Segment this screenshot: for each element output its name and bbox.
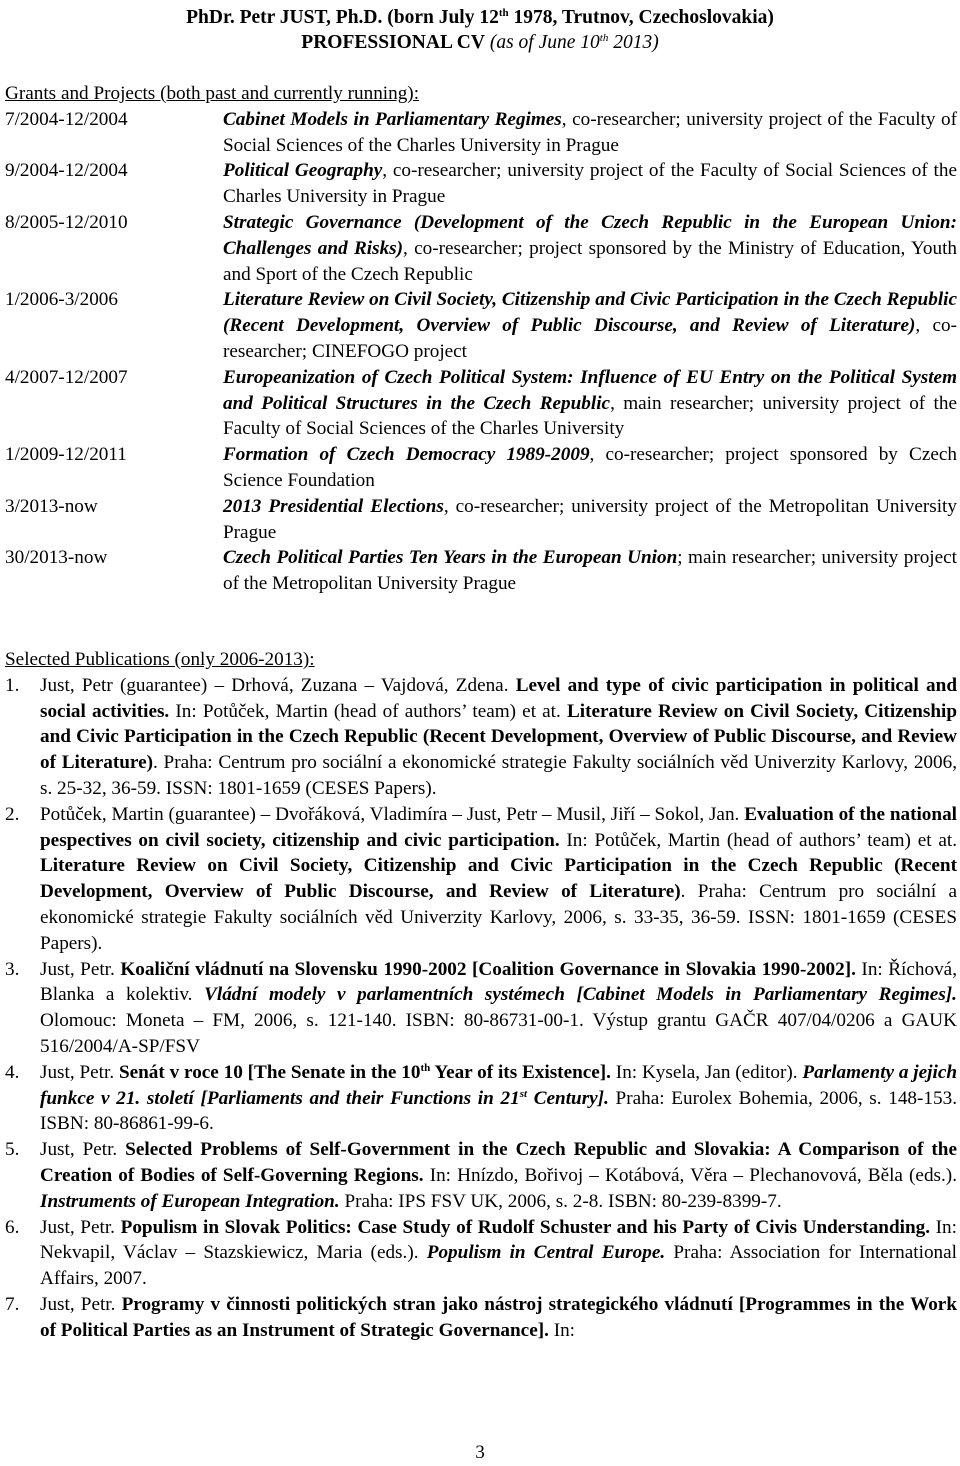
- grant-row: [5, 545, 957, 597]
- grants-section: [5, 81, 957, 597]
- pub-details: Praha: Eurolex Bohemia, 2006, s. 148-153. ISBN: 80-86861-99-6.: [40, 1087, 957, 1135]
- grant-desc: [223, 545, 957, 597]
- grant-row: [5, 494, 957, 546]
- cv-title: PROFESSIONAL CV: [301, 32, 485, 53]
- asof-rest: 2013): [608, 32, 659, 53]
- pub-details: Praha: Association for International Affairs, 2007.: [40, 1242, 957, 1290]
- pub-authors: Just, Petr (guarantee) – Drhová, Zuzana – Vajdová, Zdena.: [40, 674, 516, 696]
- pub-authors: Just, Petr.: [40, 958, 121, 980]
- grant-info: ; main researcher; university project of the Metropolitan University Prague: [223, 547, 957, 595]
- grant-info: , co-researcher; university project of the Faculty of Social Sciences of the Charles University in Prague: [223, 108, 957, 156]
- cv-name: PhDr. Petr JUST, Ph.D. (born July 12: [186, 7, 499, 28]
- publication-item: [5, 673, 957, 802]
- grant-desc: [223, 365, 957, 442]
- grant-row: [5, 365, 957, 442]
- grant-desc: [223, 494, 957, 546]
- publication-item: [5, 1137, 957, 1214]
- pub-title: Populism in Slovak Politics: Case Study of Rudolf Schuster and his Party of Civis Understanding.: [120, 1216, 931, 1238]
- pub-book-title-sup: st: [519, 1087, 528, 1100]
- grant-period: 1/2006-3/2006: [5, 289, 118, 311]
- grant-info: , co-researcher; project sponsored by the Ministry of Education, Youth and Sport of the Czech Republic: [223, 237, 957, 285]
- publication-item: [5, 957, 957, 1060]
- publication-body: [40, 957, 957, 1060]
- grant-info: , main researcher; university project of the Faculty of Social Sciences of the Charles University: [223, 392, 957, 440]
- pub-details: . Praha: Centrum pro sociální a ekonomické strategie Fakulty sociálních věd Univerzity Karlovy, 2006, s. 25-32, 36-59. ISSN: 1801-1659 (CESES Papers).: [40, 752, 957, 799]
- pub-in: In: Kysela, Jan (editor).: [610, 1061, 803, 1083]
- pub-title: Level and type of civic participation in political and social activities.: [40, 674, 957, 722]
- grants-heading: Grants and Projects (both past and currently running):: [5, 83, 420, 104]
- grant-title: Formation of Czech Democracy 1989-2009: [223, 444, 590, 466]
- pub-details: Praha: IPS FSV UK, 2006, s. 2-8. ISBN: 80-239-8399-7.: [339, 1190, 782, 1212]
- cv-name-line: [0, 5, 960, 30]
- pub-details: Olomouc: Moneta – FM, 2006, s. 121-140. ISBN: 80-86731-00-1. Výstup grantu GAČR 407/04/0206 a GAUK 516/2004/A-SP/FSV: [40, 1010, 957, 1057]
- pub-in: In: Říchová, Blanka a kolektiv.: [40, 958, 957, 1006]
- publication-number: 1.: [5, 674, 20, 696]
- grant-row: [5, 210, 957, 287]
- publication-number: 5.: [5, 1139, 20, 1161]
- pub-title-sup: th: [420, 1061, 431, 1074]
- pub-book-title-part: Parlamenty a jejich funkce v 21. století [Parliaments and their Functions in 21: [40, 1061, 958, 1109]
- grant-period: 7/2004-12/2004: [5, 108, 128, 130]
- born-sup: th: [498, 7, 509, 19]
- grant-row: [5, 107, 957, 159]
- publication-number: 3.: [5, 958, 20, 980]
- pub-book-title: Vládní modely v parlamentních systémech [Cabinet Models in Parliamentary Regimes].: [204, 984, 957, 1006]
- pub-authors: Just, Petr.: [40, 1061, 119, 1083]
- grant-row: [5, 442, 957, 494]
- grant-desc: [223, 107, 957, 159]
- born-rest: 1978, Trutnov, Czechoslovakia): [508, 7, 774, 28]
- grant-period: 1/2009-12/2011: [5, 444, 127, 466]
- grant-info: , co-researcher; university project of the Metropolitan University Prague: [223, 495, 957, 543]
- asof-sup: th: [599, 32, 609, 44]
- publication-body: [40, 1292, 957, 1344]
- pub-authors: Just, Petr.: [40, 1216, 121, 1238]
- pub-title: Evaluation of the national pespectives on civil society, citizenship and civic participation.: [40, 803, 957, 851]
- pub-in: In: Potůček, Martin (head of authors’ team) et at.: [559, 829, 957, 851]
- pub-book-title: Literature Review on Civil Society, Citizenship and Civic Participation in the Czech Republic (Recent Development, Overview of Public Discourse, and Review of Literature): [40, 855, 957, 903]
- grant-title: Cabinet Models in Parliamentary Regimes: [223, 108, 562, 130]
- publication-body: [40, 1060, 957, 1137]
- publication-item: [5, 1215, 957, 1292]
- pub-title: [119, 1062, 611, 1083]
- pub-book-title: Populism in Central Europe.: [426, 1242, 666, 1264]
- pub-book-title-part: Century].: [527, 1087, 609, 1109]
- grant-title: Literature Review on Civil Society, Citizenship and Civic Participation in the Czech Republic (Recent Development, Overview of Public Discourse, and Review of Literature): [223, 289, 957, 337]
- pub-title: Programy v činnosti politických stran jako nástroj strategického vládnutí [Programmes in the Work of Political Parties as an Instrument of Strategic Governance].: [40, 1293, 957, 1341]
- grant-desc: [223, 158, 957, 210]
- grant-period: 30/2013-now: [5, 547, 108, 569]
- pub-details: . Praha: Centrum pro sociální a ekonomické strategie Fakulty sociálních věd Univerzity Karlovy, 2006, s. 33-35, 36-59. ISSN: 1801-1659 (CESES Papers).: [40, 881, 957, 954]
- publication-number: 4.: [5, 1061, 20, 1083]
- pub-book-title: Instruments of European Integration.: [40, 1190, 340, 1212]
- grant-desc: [223, 210, 957, 287]
- grant-title: Europeanization of Czech Political System: Influence of EU Entry on the Political System and Political Structures in the Czech Republic: [223, 366, 957, 414]
- asof-text: (as of June 10: [484, 32, 600, 53]
- pub-title-part: Senát v roce 10 [The Senate in the 10: [118, 1061, 421, 1083]
- grant-desc: [223, 442, 957, 494]
- publication-body: [40, 802, 957, 957]
- publication-body: [40, 1137, 957, 1214]
- grant-info: , co-researcher; project sponsored by Czech Science Foundation: [223, 444, 957, 491]
- page-number: 3: [475, 1442, 485, 1463]
- pub-in: In:: [548, 1319, 576, 1341]
- pub-book-title: Literature Review on Civil Society, Citizenship and Civic Participation in the Czech Republic (Recent Development, Overview of Public Discourse, and Review of Literature): [40, 700, 957, 774]
- grant-title: 2013 Presidential Elections: [223, 495, 444, 517]
- publication-item: [5, 802, 957, 957]
- grants-list: [5, 107, 957, 597]
- grant-period: 8/2005-12/2010: [5, 211, 128, 233]
- publication-number: 2.: [5, 803, 20, 825]
- grant-title: Czech Political Parties Ten Years in the European Union: [223, 547, 678, 569]
- grant-period: 3/2013-now: [5, 495, 98, 517]
- publication-body: [40, 1215, 957, 1292]
- pub-in: In: Nekvapil, Václav – Stazskiewicz, Maria (eds.).: [40, 1216, 957, 1264]
- grant-period: 4/2007-12/2007: [5, 366, 128, 388]
- cv-header: [0, 5, 960, 55]
- pub-authors: Just, Petr.: [40, 1293, 122, 1315]
- publications-heading: Selected Publications (only 2006-2013):: [5, 649, 315, 670]
- pub-in: In: Potůček, Martin (head of authors’ team) et at.: [169, 700, 567, 722]
- pub-title: Koaliční vládnutí na Slovensku 1990-2002 [Coalition Governance in Slovakia 1990-2002].: [120, 958, 856, 980]
- publication-item: [5, 1292, 957, 1344]
- publication-item: [5, 1060, 957, 1137]
- cv-asof: [485, 32, 659, 53]
- pub-in: In: Hnízdo, Bořivoj – Kotábová, Věra – Plechanovová, Běla (eds.).: [423, 1164, 957, 1186]
- publications-section: [5, 647, 957, 1344]
- publication-number: 7.: [5, 1293, 20, 1315]
- grant-period: 9/2004-12/2004: [5, 160, 128, 182]
- pub-title-part: Year of its Existence].: [430, 1061, 611, 1083]
- cv-title-line: [0, 30, 960, 55]
- publication-body: [40, 673, 957, 802]
- publication-number: 6.: [5, 1216, 20, 1238]
- pub-title: Selected Problems of Self-Government in the Czech Republic and Slovakia: A Comparison of the Creation of Bodies of Self-Governing Regions.: [40, 1139, 957, 1186]
- grant-row: [5, 287, 957, 364]
- grant-desc: [223, 287, 957, 364]
- grant-title: Political Geography: [223, 160, 383, 182]
- grant-title: Strategic Governance (Development of the Czech Republic in the European Union: Challenges and Risks): [223, 211, 957, 259]
- pub-authors: Potůček, Martin (guarantee) – Dvořáková, Vladimíra – Just, Petr – Musil, Jiří – Sokol, Jan.: [40, 803, 745, 825]
- grant-info: , co-researcher; university project of the Faculty of Social Sciences of the Charles University in Prague: [223, 160, 957, 208]
- pub-authors: Just, Petr.: [40, 1139, 126, 1161]
- grant-info: , co-researcher; CINEFOGO project: [223, 315, 957, 362]
- grant-row: [5, 158, 957, 210]
